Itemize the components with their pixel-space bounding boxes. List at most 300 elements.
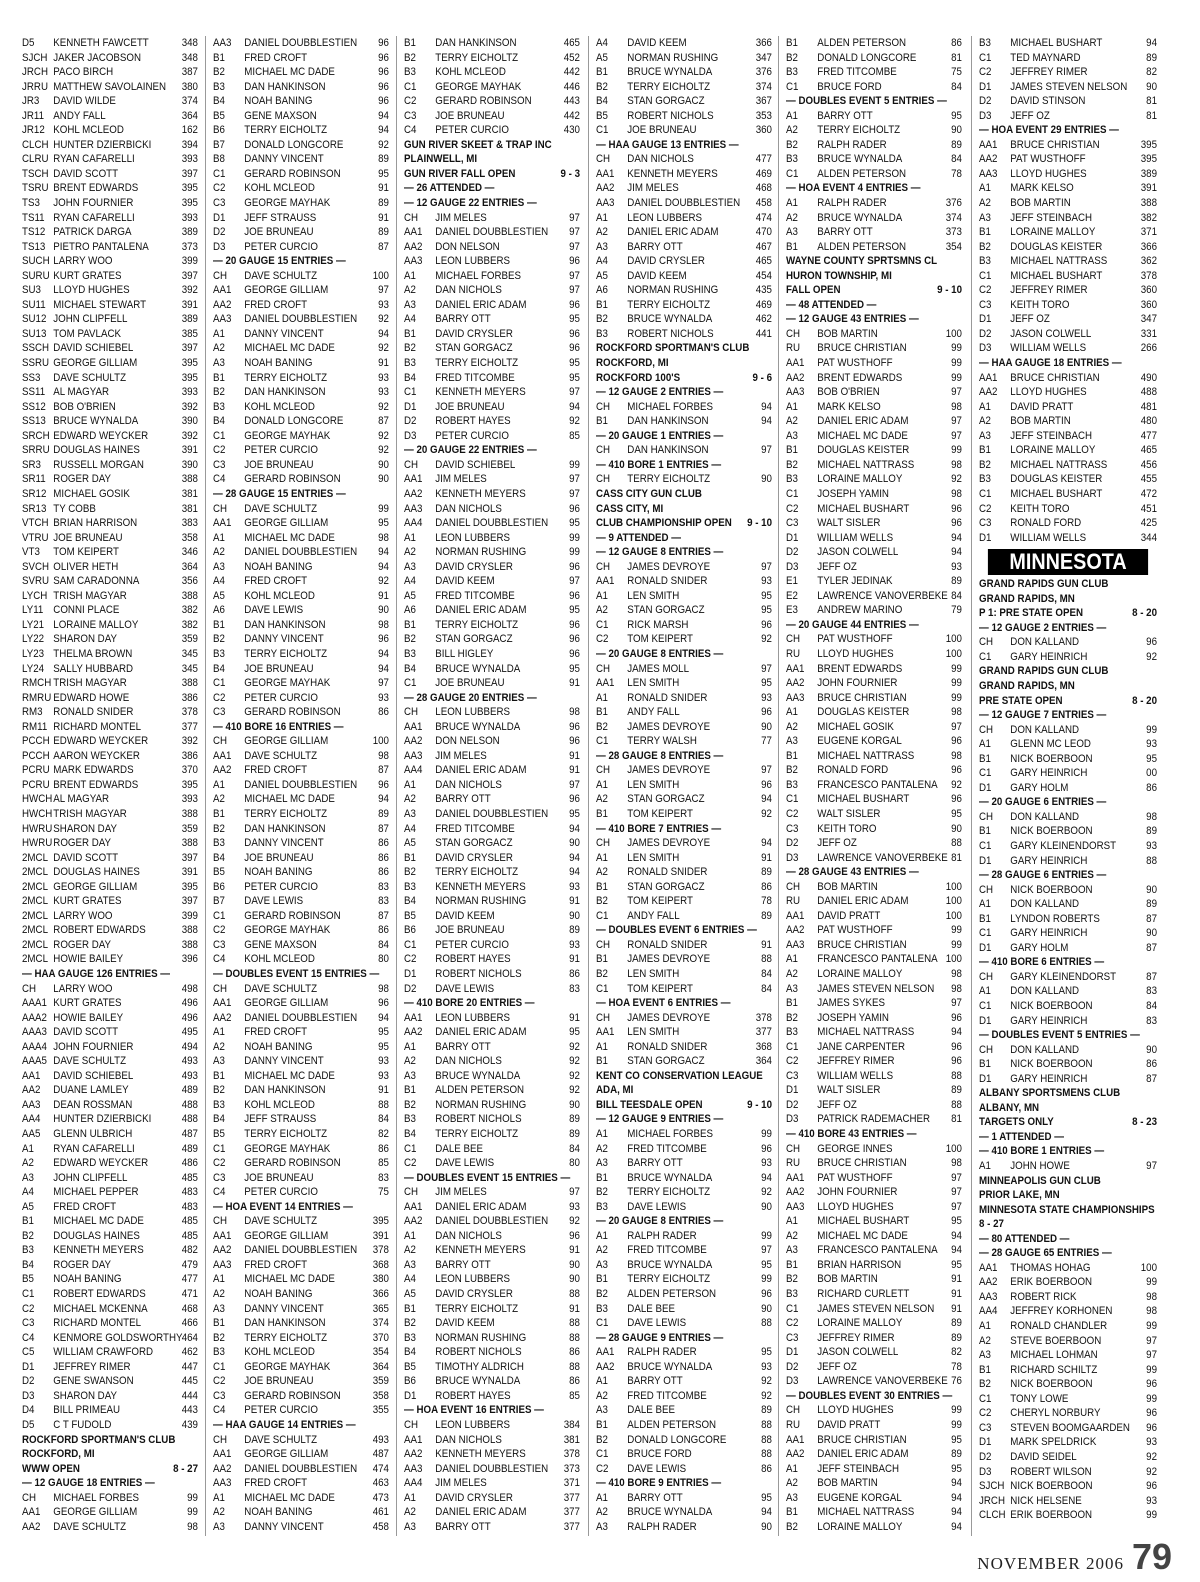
score: 88 xyxy=(951,837,962,850)
class-code: A6 xyxy=(404,604,416,617)
class-code: JRRU xyxy=(22,80,48,93)
class-code: B1 xyxy=(404,618,416,631)
result-row xyxy=(786,1418,962,1433)
score: 489 xyxy=(181,1084,198,1097)
shooter-name: BRUCE WYNALDA xyxy=(817,211,903,224)
shooter-name: TOM KEIPERT xyxy=(627,807,694,820)
score: 99 xyxy=(1146,1276,1157,1289)
score: 85 xyxy=(569,429,580,442)
score: 374 xyxy=(372,1317,389,1330)
class-code: C4 xyxy=(213,1186,226,1199)
class-code: AA2 xyxy=(213,1462,232,1475)
club-heading-text: MINNEAPOLIS GUN CLUB xyxy=(979,1174,1101,1187)
class-code: C1 xyxy=(786,1040,799,1053)
section-header xyxy=(979,1232,1157,1247)
result-row xyxy=(22,1243,198,1258)
result-row xyxy=(22,1287,198,1302)
shooter-name: DAN HANKINSON xyxy=(627,444,709,457)
shooter-name: BRIAN HARRISON xyxy=(53,517,138,530)
class-code: B6 xyxy=(213,124,225,137)
score: 97 xyxy=(761,662,772,675)
score: 92 xyxy=(378,342,389,355)
class-code: AA1 xyxy=(979,138,998,151)
section-header-text: — 12 GAUGE 9 ENTRIES — xyxy=(596,1113,724,1126)
class-code: LY23 xyxy=(22,647,45,660)
shooter-name: KENMORE GOLDSWORTHY xyxy=(53,1331,183,1344)
class-code: A2 xyxy=(404,1244,416,1257)
result-row xyxy=(596,1389,772,1404)
result-row xyxy=(213,545,389,560)
section-header-text: — 410 BORE 9 ENTRIES — xyxy=(596,1477,722,1490)
score: 97 xyxy=(569,226,580,239)
class-code: AA2 xyxy=(404,1215,423,1228)
class-code: D2 xyxy=(786,546,799,559)
result-row xyxy=(213,269,389,284)
class-code: B7 xyxy=(213,138,225,151)
result-row xyxy=(786,880,962,895)
shooter-name: NOAH BANING xyxy=(244,1040,313,1053)
score: 97 xyxy=(569,473,580,486)
class-code: CH xyxy=(596,1011,611,1024)
class-code: A1 xyxy=(404,1040,416,1053)
shooter-name: TERRY WALSH xyxy=(627,735,697,748)
result-row xyxy=(22,1505,198,1520)
score: 395 xyxy=(181,182,198,195)
score: 75 xyxy=(951,66,962,79)
class-code: CH xyxy=(213,1215,228,1228)
class-code: B3 xyxy=(979,255,991,268)
result-row xyxy=(979,487,1157,502)
class-code: AA1 xyxy=(404,1200,423,1213)
score: 100 xyxy=(372,269,389,282)
class-code: B2 xyxy=(979,458,991,471)
class-code: B1 xyxy=(786,37,798,49)
shooter-name: C T FUDOLD xyxy=(53,1418,112,1431)
score: 380 xyxy=(181,80,198,93)
class-code: C2 xyxy=(213,1375,226,1388)
result-row xyxy=(786,1360,962,1375)
class-code: B5 xyxy=(596,109,608,122)
shooter-name: GARY HEINRICH xyxy=(1010,927,1088,940)
section-header xyxy=(786,865,962,880)
class-code: C4 xyxy=(213,1404,226,1417)
shooter-name: TERRY EICHOLTZ xyxy=(627,1186,711,1199)
class-code: AA1 xyxy=(786,1433,805,1446)
result-row xyxy=(786,516,962,531)
score: 96 xyxy=(378,778,389,791)
shooter-name: DANNY VINCENT xyxy=(244,1520,324,1531)
shooter-name: DAVE LEWIS xyxy=(435,982,495,995)
result-row xyxy=(22,269,198,284)
result-row xyxy=(22,51,198,66)
score: 378 xyxy=(563,1448,580,1461)
result-row xyxy=(22,734,198,749)
result-row xyxy=(979,635,1157,650)
result-row xyxy=(22,1403,198,1418)
club-heading xyxy=(596,502,772,517)
section-header-text: — DOUBLES EVENT 5 ENTRIES — xyxy=(979,1029,1140,1042)
shooter-name: FRED TITCOMBE xyxy=(435,371,515,384)
club-heading-text: CASS CITY GUN CLUB xyxy=(596,487,702,500)
class-code: C3 xyxy=(213,938,226,951)
score: 485 xyxy=(181,1171,198,1184)
shooter-name: KOHL MCLEOD xyxy=(53,124,124,137)
class-code: SU13 xyxy=(22,327,47,340)
shooter-name: DAVE SCHULTZ xyxy=(244,1215,318,1228)
result-row xyxy=(596,211,772,226)
score: 94 xyxy=(761,1171,772,1184)
score: 94 xyxy=(951,1506,962,1519)
class-code: 2MCL xyxy=(22,909,49,922)
score: 97 xyxy=(761,560,772,573)
result-row xyxy=(213,196,389,211)
class-code: CH xyxy=(404,1418,419,1431)
shooter-name: KURT GRATES xyxy=(53,269,122,282)
result-row xyxy=(979,970,1157,985)
section-header-text: — 410 BORE 6 ENTRIES — xyxy=(979,956,1105,969)
class-code: A1 xyxy=(213,327,225,340)
shooter-name: JEFF STEINBACH xyxy=(1010,211,1093,224)
result-row xyxy=(979,254,1157,269)
shooter-name: KOHL MCLEOD xyxy=(244,1346,315,1359)
result-row xyxy=(213,691,389,706)
event-date: 8 - 27 xyxy=(173,1462,198,1475)
result-row xyxy=(786,80,962,95)
shooter-name: DAVE LEWIS xyxy=(627,1462,687,1475)
result-row xyxy=(596,851,772,866)
result-row xyxy=(22,632,198,647)
result-row xyxy=(786,1316,962,1331)
shooter-name: JEFF OZ xyxy=(1010,109,1050,122)
shooter-name: DAVID KEEM xyxy=(627,269,687,282)
score: 96 xyxy=(569,298,580,311)
shooter-name: TERRY EICHOLTZ xyxy=(244,647,328,660)
class-code: A4 xyxy=(596,255,608,268)
score: 85 xyxy=(569,1389,580,1402)
score: 395 xyxy=(181,778,198,791)
class-code: CH xyxy=(213,735,228,748)
score: 99 xyxy=(951,357,962,370)
shooter-name: GEORGE MAYHAK xyxy=(435,80,522,93)
score: 96 xyxy=(951,1040,962,1053)
shooter-name: RONALD SNIDER xyxy=(53,706,134,719)
shooter-name: GARY HEINRICH xyxy=(1010,1014,1088,1027)
result-row xyxy=(404,545,580,560)
shooter-name: DAVID SCOTT xyxy=(53,851,119,864)
class-code: B1 xyxy=(213,618,225,631)
club-heading xyxy=(786,269,962,284)
shooter-name: RALPH RADER xyxy=(817,138,887,151)
section-header xyxy=(596,429,772,444)
score: 99 xyxy=(951,342,962,355)
result-row xyxy=(786,792,962,807)
result-row xyxy=(22,909,198,924)
shooter-name: ROGER DAY xyxy=(53,473,112,486)
class-code: A1 xyxy=(404,778,416,791)
class-code: B1 xyxy=(979,912,991,925)
shooter-name: BRUCE CHRISTIAN xyxy=(817,1157,907,1170)
score: 488 xyxy=(181,1113,198,1126)
result-row xyxy=(213,909,389,924)
section-header xyxy=(979,621,1157,636)
shooter-name: BARRY OTT xyxy=(435,1258,491,1271)
shooter-name: RONALD SNIDER xyxy=(627,866,708,879)
shooter-name: LAWRENCE VANOVERBEKE xyxy=(817,1375,948,1388)
result-row xyxy=(786,545,962,560)
result-row xyxy=(596,1171,772,1186)
class-code: A1 xyxy=(213,778,225,791)
shooter-name: WILLIAM WELLS xyxy=(817,531,894,544)
class-code: CH xyxy=(596,444,611,457)
shooter-name: ROBERT NICHOLS xyxy=(435,1346,522,1359)
section-header-text: — 410 BORE 43 ENTRIES — xyxy=(786,1128,917,1141)
shooter-name: WILLIAM WELLS xyxy=(1010,342,1087,355)
shooter-name: ALDEN PETERSON xyxy=(817,240,907,253)
result-row xyxy=(404,283,580,298)
column-divider xyxy=(396,36,397,1536)
class-code: B1 xyxy=(979,1363,991,1376)
result-row xyxy=(22,574,198,589)
score: 98 xyxy=(1146,1290,1157,1303)
result-row xyxy=(213,1316,389,1331)
shooter-name: JAMES MOLL xyxy=(627,662,690,675)
score: 96 xyxy=(761,778,772,791)
class-code: A3 xyxy=(213,357,225,370)
result-row xyxy=(22,996,198,1011)
score: 471 xyxy=(181,1288,198,1301)
shooter-name: EUGENE KORGAL xyxy=(817,735,902,748)
shooter-name: JIM MELES xyxy=(435,211,487,224)
score: 94 xyxy=(951,531,962,544)
score: 84 xyxy=(761,982,772,995)
result-row xyxy=(213,240,389,255)
score: 94 xyxy=(378,1011,389,1024)
class-code: B4 xyxy=(404,1346,416,1359)
shooter-name: DANNY VINCENT xyxy=(244,1055,324,1068)
score: 90 xyxy=(1146,927,1157,940)
result-row xyxy=(213,327,389,342)
score: 94 xyxy=(951,1491,962,1504)
shooter-name: DAN HANKINSON xyxy=(627,415,709,428)
result-row xyxy=(979,737,1157,752)
shooter-name: PAT WUSTHOFF xyxy=(817,633,893,646)
result-row xyxy=(404,1025,580,1040)
result-row xyxy=(22,1316,198,1331)
class-code: RM3 xyxy=(22,706,43,719)
score: 377 xyxy=(563,1520,580,1531)
class-code: C1 xyxy=(213,167,226,180)
class-code: AAA3 xyxy=(22,1026,47,1039)
result-row xyxy=(22,705,198,720)
shooter-name: JOE BRUNEAU xyxy=(244,1171,314,1184)
class-code: AA1 xyxy=(213,284,232,297)
score: 86 xyxy=(378,706,389,719)
class-code: D3 xyxy=(786,851,799,864)
result-row xyxy=(404,225,580,240)
score: 391 xyxy=(1140,182,1157,195)
result-row xyxy=(786,1025,962,1040)
shooter-name: LEON LUBBERS xyxy=(435,1418,511,1431)
score: 92 xyxy=(378,429,389,442)
shooter-name: BARRY OTT xyxy=(817,109,873,122)
result-row xyxy=(596,51,772,66)
shooter-name: DON KALLAND xyxy=(1010,1043,1080,1056)
score: 95 xyxy=(378,167,389,180)
shooter-name: JOHN CLIPFELL xyxy=(53,313,128,326)
result-row xyxy=(596,909,772,924)
shooter-name: MICHAEL MC DADE xyxy=(244,531,335,544)
score: 86 xyxy=(761,1462,772,1475)
result-row xyxy=(22,807,198,822)
score: 93 xyxy=(761,575,772,588)
shooter-name: KENNETH MEYERS xyxy=(435,487,526,500)
result-row xyxy=(979,1465,1157,1480)
score: 92 xyxy=(1146,1450,1157,1463)
result-row xyxy=(22,836,198,851)
shooter-name: LLOYD HUGHES xyxy=(1010,386,1087,399)
score: 391 xyxy=(181,444,198,457)
class-code: A1 xyxy=(786,1462,798,1475)
result-row xyxy=(596,1054,772,1069)
section-header-text: — 410 BORE 1 ENTRIES — xyxy=(979,1145,1105,1158)
result-row xyxy=(213,618,389,633)
result-row xyxy=(404,1142,580,1157)
class-code: D2 xyxy=(22,1375,35,1388)
class-code: A1 xyxy=(979,182,991,195)
club-heading xyxy=(979,679,1157,694)
class-code: C1 xyxy=(596,1448,609,1461)
class-code: D1 xyxy=(404,1389,417,1402)
score: 93 xyxy=(761,1157,772,1170)
result-row xyxy=(213,341,389,356)
class-code: D1 xyxy=(786,1346,799,1359)
score: 97 xyxy=(761,444,772,457)
class-code: A1 xyxy=(596,851,608,864)
results-column xyxy=(786,36,962,1531)
shooter-name: STEVE BOERBOON xyxy=(1010,1334,1102,1347)
section-header xyxy=(596,996,772,1011)
result-row xyxy=(404,589,580,604)
score: 94 xyxy=(761,793,772,806)
result-row xyxy=(22,1127,198,1142)
class-code: A3 xyxy=(404,560,416,573)
result-row xyxy=(404,1520,580,1531)
score: 364 xyxy=(181,560,198,573)
class-code: RMCH xyxy=(22,677,52,690)
score: 451 xyxy=(1140,502,1157,515)
score: 86 xyxy=(569,1375,580,1388)
class-code: A3 xyxy=(596,1258,608,1271)
score: 84 xyxy=(569,1142,580,1155)
score: 472 xyxy=(1140,487,1157,500)
result-row xyxy=(596,1229,772,1244)
score: 85 xyxy=(378,1157,389,1170)
shooter-name: GARY HOLM xyxy=(1010,781,1069,794)
class-code: A2 xyxy=(596,1244,608,1257)
score: 100 xyxy=(1140,1261,1157,1274)
result-row xyxy=(979,385,1157,400)
score: 88 xyxy=(378,1098,389,1111)
class-code: C3 xyxy=(979,517,992,530)
score: 92 xyxy=(569,1040,580,1053)
section-header-text: — 12 GAUGE 7 ENTRIES — xyxy=(979,709,1107,722)
score: 392 xyxy=(181,429,198,442)
score: 95 xyxy=(569,371,580,384)
shooter-name: DAVE SCHULTZ xyxy=(53,371,127,384)
class-code: B3 xyxy=(979,473,991,486)
shooter-name: DANIEL DOUBBLESTIEN xyxy=(244,778,358,791)
shooter-name: RYAN CAFARELLI xyxy=(53,153,135,166)
class-code: A1 xyxy=(404,269,416,282)
result-row xyxy=(404,967,580,982)
score: 90 xyxy=(1146,883,1157,896)
score: 97 xyxy=(951,415,962,428)
shooter-name: MICHAEL BUSHART xyxy=(1010,269,1103,282)
score: 96 xyxy=(761,1288,772,1301)
score: 96 xyxy=(569,633,580,646)
shooter-name: MATTHEW SAVOLAINEN xyxy=(53,80,167,93)
result-row xyxy=(404,1505,580,1520)
shooter-name: WALT SISLER xyxy=(817,517,881,530)
class-code: B3 xyxy=(213,1346,225,1359)
score: 93 xyxy=(569,880,580,893)
class-code: B1 xyxy=(786,1506,798,1519)
result-row xyxy=(404,865,580,880)
result-row xyxy=(596,400,772,415)
result-row xyxy=(786,1229,962,1244)
shooter-name: DANIEL ERIC ADAM xyxy=(817,415,909,428)
score: 392 xyxy=(181,400,198,413)
class-code: D2 xyxy=(404,415,417,428)
class-code: C3 xyxy=(786,517,799,530)
shooter-name: MARK SPELDRICK xyxy=(1010,1436,1097,1449)
score: 377 xyxy=(563,1506,580,1519)
result-row xyxy=(786,1098,962,1113)
shooter-name: JEFFREY KORHONEN xyxy=(1010,1305,1113,1318)
class-code: AA1 xyxy=(404,473,423,486)
shooter-name: RICHARD MONTEL xyxy=(53,1317,142,1330)
result-row xyxy=(596,574,772,589)
class-code: B3 xyxy=(404,1113,416,1126)
result-row xyxy=(213,1520,389,1531)
class-code: A5 xyxy=(404,837,416,850)
shooter-name: GLENN MC LEOD xyxy=(1010,738,1091,751)
club-heading xyxy=(404,138,580,153)
shooter-name: MICHAEL MC DADE xyxy=(244,342,335,355)
section-header xyxy=(22,1476,198,1491)
score: 97 xyxy=(378,284,389,297)
score: 88 xyxy=(569,1331,580,1344)
shooter-name: DONALD LONGCORE xyxy=(817,51,917,64)
result-row xyxy=(213,1287,389,1302)
score: 347 xyxy=(1140,313,1157,326)
event-date: 8 - 20 xyxy=(1132,607,1157,620)
score: 465 xyxy=(755,255,772,268)
class-code: C1 xyxy=(596,1317,609,1330)
score: 388 xyxy=(1140,197,1157,210)
class-code: 2MCL xyxy=(22,866,49,879)
section-header xyxy=(979,1246,1157,1261)
result-row xyxy=(22,647,198,662)
shooter-name: ERIK BOERBOON xyxy=(1010,1276,1093,1289)
result-row xyxy=(213,1185,389,1200)
shooter-name: BRUCE WYNALDA xyxy=(817,153,903,166)
section-header xyxy=(979,955,1157,970)
class-code: AA1 xyxy=(404,1433,423,1446)
shooter-name: NORMAN RUSHING xyxy=(627,284,719,297)
shooter-name: MARK KELSO xyxy=(817,400,881,413)
result-row xyxy=(213,952,389,967)
